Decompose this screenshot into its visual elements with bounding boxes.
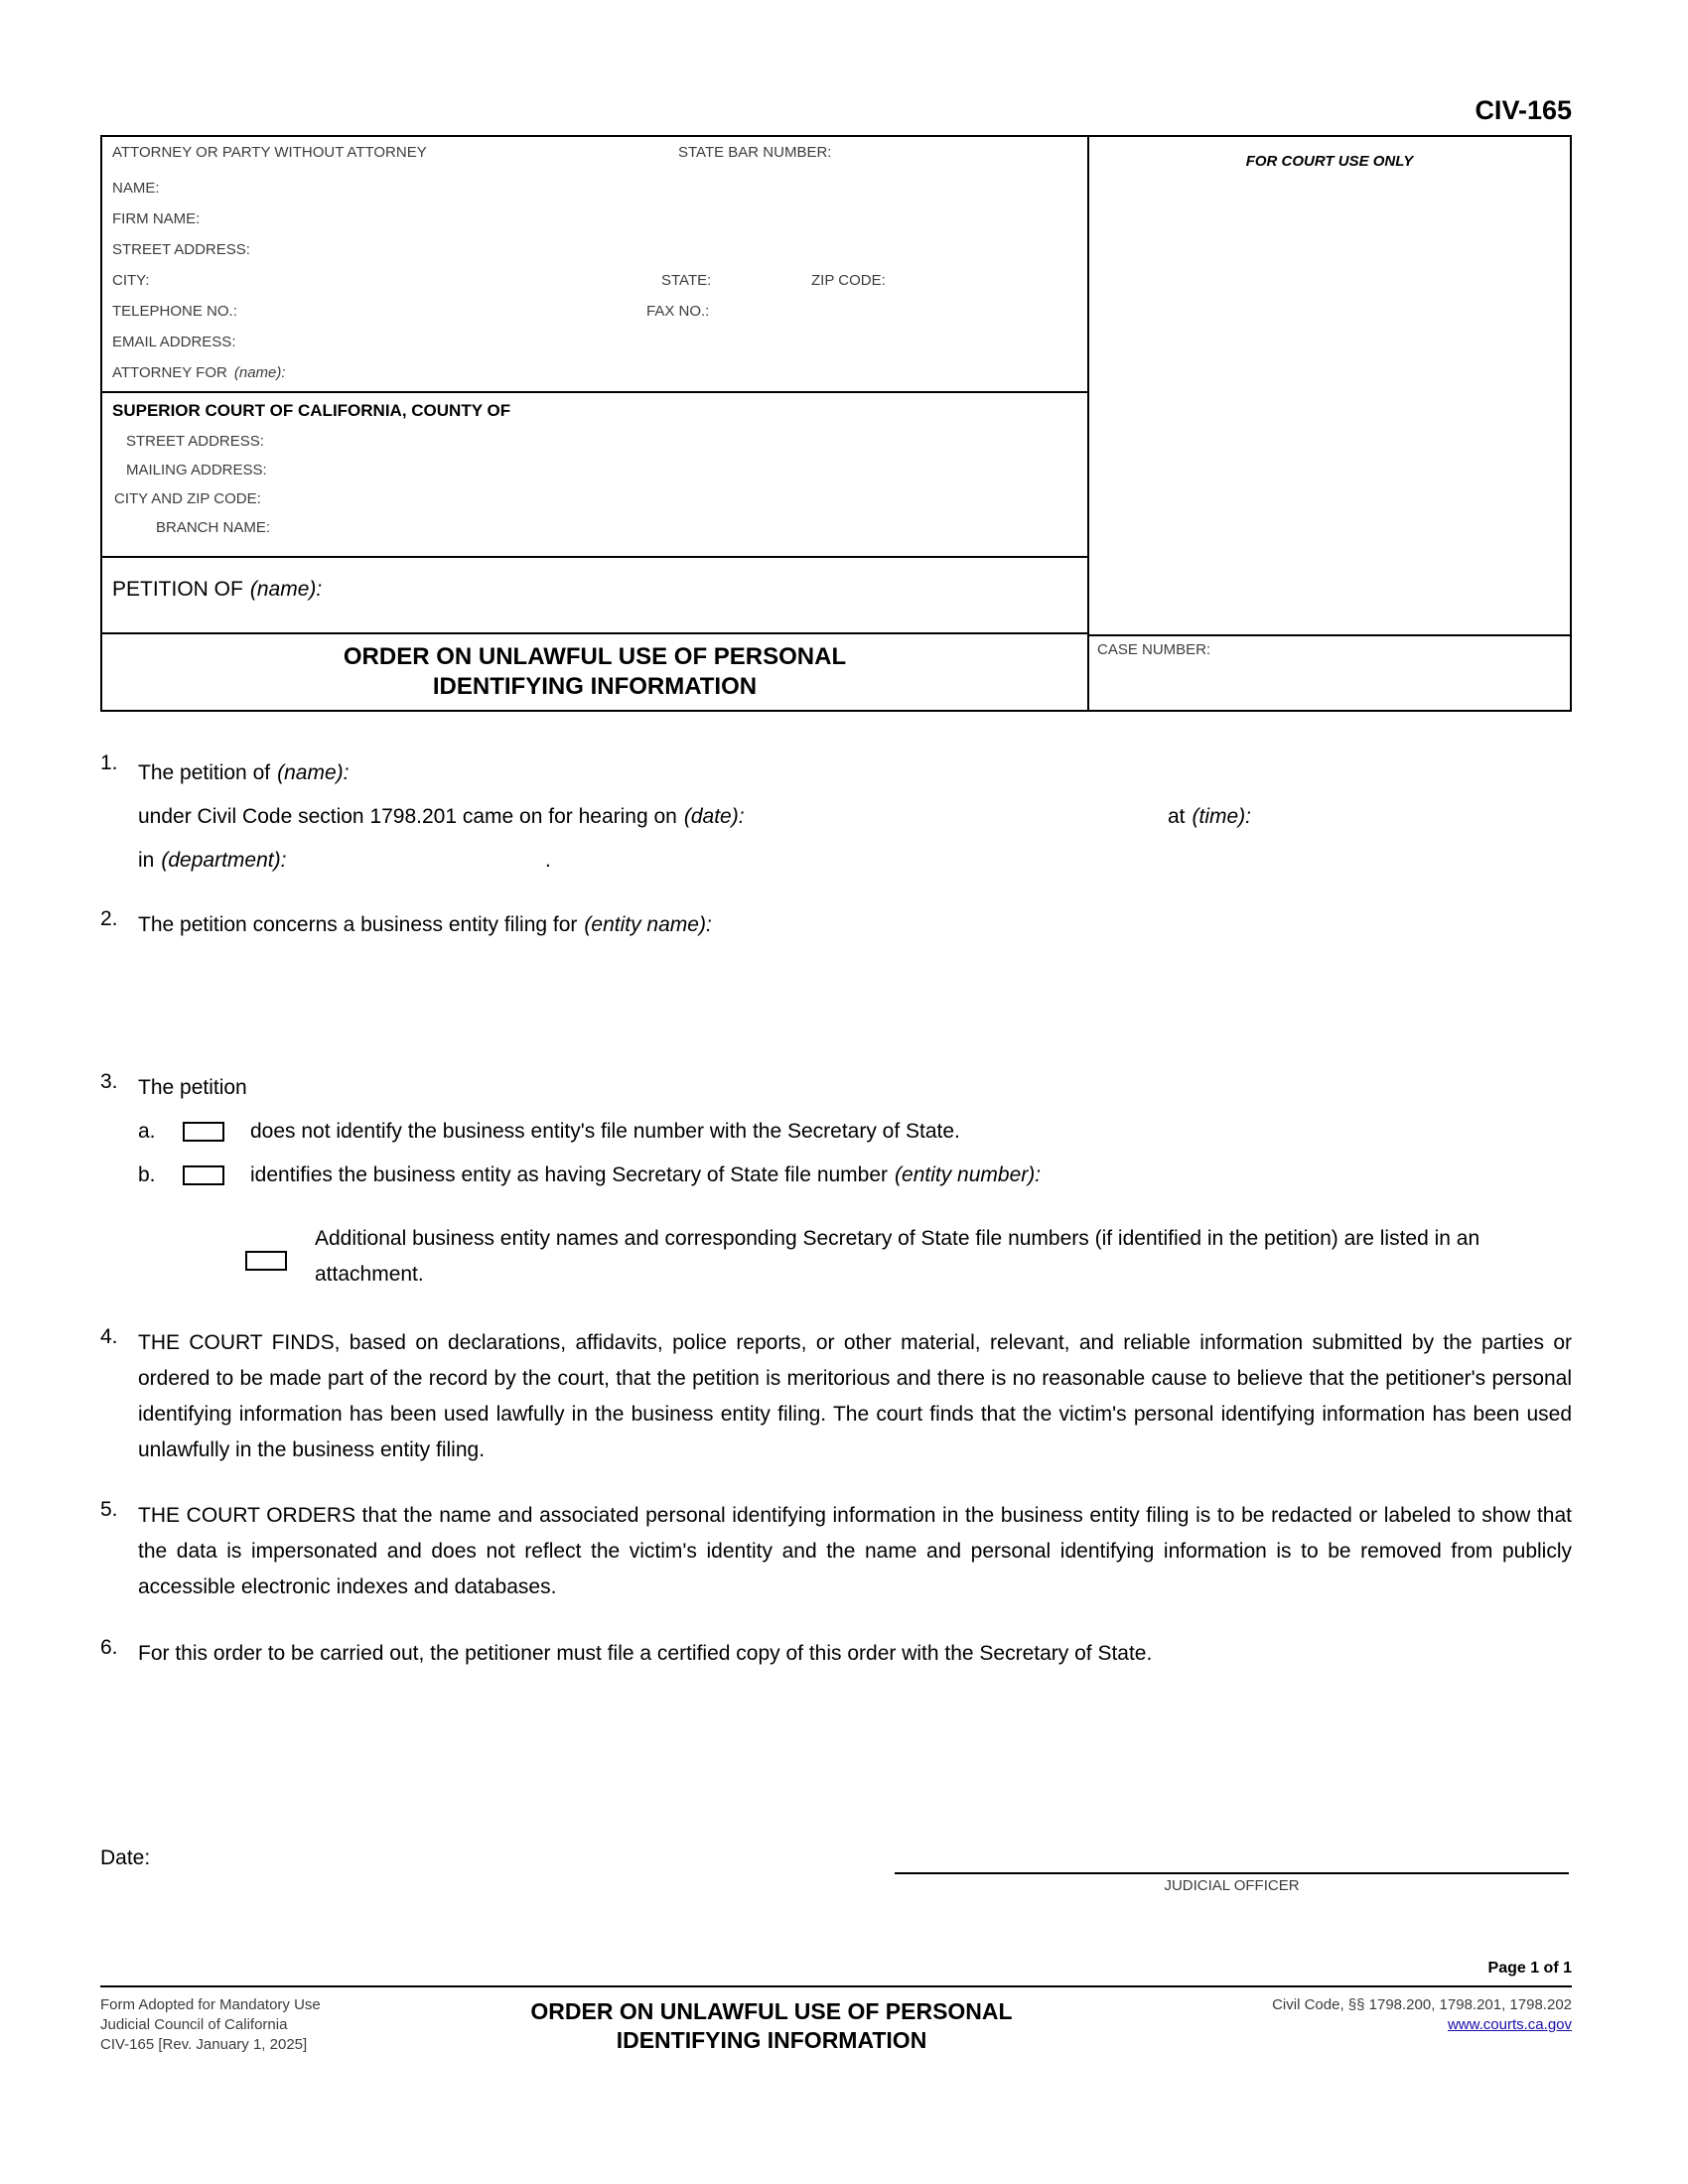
court-name-heading: SUPERIOR COURT OF CALIFORNIA, COUNTY OF (112, 401, 511, 420)
signature-block (895, 1846, 1569, 1894)
form-footer (100, 1985, 1572, 2055)
item-3-number: 3. (100, 1070, 118, 1093)
attorney-header-label: ATTORNEY OR PARTY WITHOUT ATTORNEY (112, 144, 427, 161)
footer-adoption-info (100, 1995, 398, 2055)
item-4 (100, 1325, 1572, 1468)
court-mailing-field-row[interactable] (112, 462, 1077, 490)
item-5-number: 5. (100, 1498, 118, 1521)
attorney-for-label: ATTORNEY FOR (112, 364, 227, 381)
zip-code-label: ZIP CODE: (811, 272, 886, 289)
checkbox-3a[interactable] (183, 1122, 224, 1142)
attorney-for-hint: (name): (233, 364, 286, 381)
courts-website-link[interactable]: www.courts.ca.gov (1447, 2016, 1572, 2033)
item-1-line2[interactable] (138, 795, 1572, 839)
firm-name-label: FIRM NAME: (112, 210, 201, 227)
case-number-label: CASE NUMBER: (1097, 641, 1211, 658)
form-body (100, 751, 1572, 1672)
footer-form-title-line1: ORDER ON UNLAWFUL USE OF PERSONAL (530, 1998, 1013, 2024)
attorney-section (102, 137, 1087, 393)
item-1-period: . (545, 849, 551, 872)
item-3b-row (138, 1158, 1572, 1193)
footer-form-revision: CIV-165 [Rev. January 1, 2025] (100, 2036, 308, 2053)
item-4-number: 4. (100, 1325, 118, 1348)
caption-right-column (1089, 137, 1570, 710)
footer-form-title-line2: IDENTIFYING INFORMATION (616, 2027, 927, 2053)
attorney-header-row (112, 144, 1077, 180)
item-1-name-hint: (name): (277, 761, 350, 784)
street-address-field-row[interactable] (112, 241, 1077, 272)
item-2 (100, 907, 1572, 943)
item-2-body[interactable] (138, 907, 1572, 943)
document-title (102, 634, 1087, 710)
item-2-text: The petition concerns a business entity filing for (138, 913, 578, 936)
for-court-use-only-label: FOR COURT USE ONLY (1245, 153, 1414, 170)
item-3-body (138, 1070, 1572, 1293)
document-title-line2: IDENTIFYING INFORMATION (432, 673, 758, 700)
court-street-field-row[interactable] (112, 433, 1077, 462)
signature-area (100, 1846, 1572, 1921)
petition-of-label: PETITION OF (112, 578, 243, 601)
item-3-heading: The petition (138, 1076, 247, 1099)
footer-adoption-line2: Judicial Council of California (100, 2016, 288, 2033)
attorney-for-field-row[interactable] (112, 364, 1077, 395)
item-1-number: 1. (100, 751, 118, 774)
item-1 (100, 751, 1572, 883)
name-label: NAME: (112, 180, 160, 197)
item-3a-row (138, 1114, 1572, 1150)
item-2-entity-name-hint: (entity name): (584, 913, 712, 936)
page-indicator: Page 1 of 1 (1487, 1960, 1572, 1977)
judicial-officer-label: JUDICIAL OFFICER (1164, 1877, 1300, 1894)
item-1-line1-text: The petition of (138, 761, 271, 784)
item-3-attachment-text: Additional business entity names and corresponding Secretary of State file numbers (if identified in the petition) are listed in an attachment. (315, 1227, 1480, 1286)
item-1-line1[interactable] (138, 751, 1572, 795)
item-2-number: 2. (100, 907, 118, 930)
signature-line[interactable] (895, 1846, 1569, 1874)
item-1-line3-text: in (138, 849, 155, 872)
court-city-zip-field-row[interactable] (112, 490, 1077, 519)
footer-legal-reference (1145, 1995, 1572, 2055)
court-section (102, 393, 1087, 558)
item-1-time-hint: (time): (1192, 805, 1252, 828)
form-content (100, 95, 1572, 2053)
telephone-label: TELEPHONE NO.: (112, 303, 237, 320)
street-address-label: STREET ADDRESS: (112, 241, 250, 258)
petition-of-hint: (name): (249, 578, 323, 601)
caption-left-column (102, 137, 1089, 710)
item-3b-letter: b. (138, 1163, 156, 1186)
city-state-zip-field-row[interactable] (112, 272, 1077, 303)
item-3 (100, 1070, 1572, 1293)
item-6-number: 6. (100, 1636, 118, 1659)
item-1-line3[interactable] (138, 839, 1572, 883)
item-4-text: THE COURT FINDS, based on declarations, affidavits, police reports, or other material, relevant, and reliable information submitted by the parties or ordered to be made part of the record by the court, that the petition is meritorious and there is no reasonable cause to believe that the petitioner's personal identifying information has been used lawfully in the business entity filing. The court finds that the victim's personal identifying information has been used unlawfully in the business entity filing. (138, 1331, 1572, 1461)
petition-of-field-row[interactable] (102, 558, 1087, 634)
item-6-text: For this order to be carried out, the petitioner must file a certified copy of this order with the Secretary of State. (138, 1642, 1153, 1665)
name-field-row[interactable] (112, 180, 1077, 210)
item-3b-text-main: identifies the business entity as having Secretary of State file number (250, 1163, 889, 1186)
document-title-line1: ORDER ON UNLAWFUL USE OF PERSONAL (343, 643, 847, 670)
email-label: EMAIL ADDRESS: (112, 334, 236, 350)
item-5-text: THE COURT ORDERS that the name and associated personal identifying information in the business entity filing is to be redacted or labeled to show that the data is impersonated and does not reflect the victim's identity and the name and personal identifying information is to be removed from publicly accessible electronic indexes and databases. (138, 1504, 1572, 1598)
phone-fax-field-row[interactable] (112, 303, 1077, 334)
item-3a-text: does not identify the business entity's file number with the Secretary of State. (250, 1120, 960, 1143)
item-1-date-hint: (date): (683, 805, 745, 828)
checkbox-3b[interactable] (183, 1165, 224, 1185)
item-3-attachment-row (245, 1221, 1572, 1293)
state-label: STATE: (661, 272, 712, 289)
court-mailing-label: MAILING ADDRESS: (126, 462, 267, 478)
item-6 (100, 1636, 1572, 1672)
case-number-field[interactable] (1089, 634, 1570, 710)
caption-box (100, 135, 1572, 712)
item-1-body (138, 751, 1572, 883)
court-street-label: STREET ADDRESS: (126, 433, 264, 450)
court-city-zip-label: CITY AND ZIP CODE: (114, 490, 261, 507)
form-number: CIV-165 (1475, 95, 1572, 125)
court-branch-field-row[interactable] (112, 519, 1077, 548)
footer-form-title (398, 1995, 1145, 2055)
item-1-time-group[interactable] (1168, 795, 1251, 839)
date-field[interactable]: Date: (100, 1846, 151, 1869)
court-branch-label: BRANCH NAME: (156, 519, 271, 536)
item-3a-letter: a. (138, 1120, 156, 1143)
footer-adoption-line1: Form Adopted for Mandatory Use (100, 1996, 321, 2013)
item-3b-entity-number-hint: (entity number): (895, 1163, 1042, 1186)
item-1-at-text: at (1168, 805, 1186, 828)
item-5 (100, 1498, 1572, 1605)
city-label: CITY: (112, 272, 150, 289)
item-3b-text (250, 1158, 1041, 1193)
state-bar-number-label: STATE BAR NUMBER: (678, 144, 832, 161)
for-court-use-only-area (1089, 137, 1570, 634)
item-1-line2-text: under Civil Code section 1798.201 came on for hearing on (138, 805, 677, 828)
footer-civil-code-reference: Civil Code, §§ 1798.200, 1798.201, 1798.202 (1272, 1996, 1572, 2013)
fax-label: FAX NO.: (646, 303, 710, 320)
email-field-row[interactable] (112, 334, 1077, 364)
item-1-department-hint: (department): (161, 849, 287, 872)
firm-name-field-row[interactable] (112, 210, 1077, 241)
checkbox-attachment[interactable] (245, 1251, 287, 1271)
